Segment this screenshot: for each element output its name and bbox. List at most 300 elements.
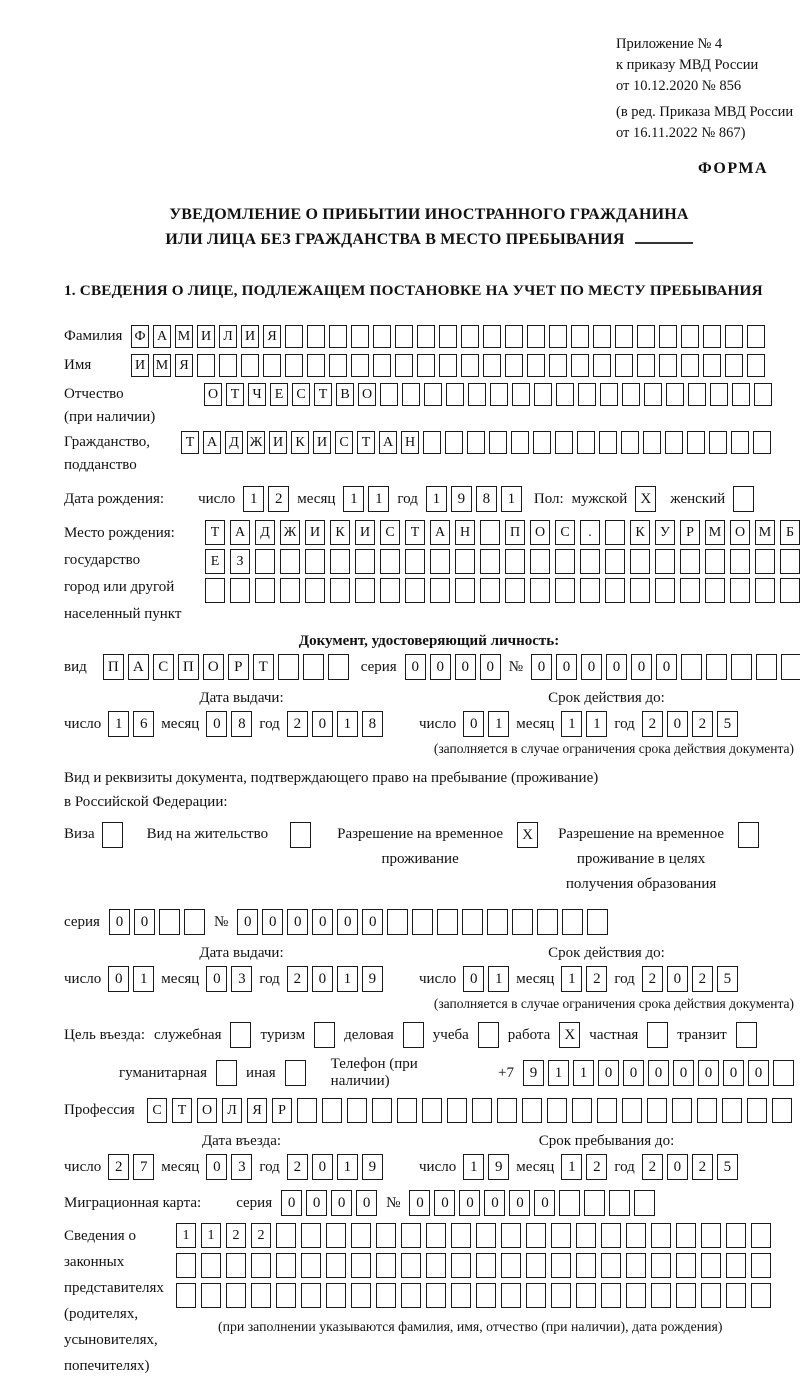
char-box	[755, 549, 775, 574]
char-box: X	[517, 822, 538, 848]
document-title	[64, 202, 794, 252]
char-box: С	[555, 520, 575, 545]
char-box: 0	[656, 654, 677, 680]
char-box: И	[131, 354, 149, 377]
char-box	[276, 1223, 296, 1248]
char-box	[697, 1098, 717, 1123]
char-box	[601, 1223, 621, 1248]
char-box	[461, 354, 479, 377]
char-box: 0	[673, 1060, 694, 1086]
residence-permit-checkbox	[290, 822, 311, 848]
char-box	[526, 1223, 546, 1248]
char-box: 0	[480, 654, 501, 680]
annex-line: от 10.12.2020 № 856	[616, 78, 742, 94]
char-box	[530, 549, 550, 574]
citizenship-boxes	[181, 431, 771, 454]
char-box: У	[655, 520, 675, 545]
char-box: 0	[455, 654, 476, 680]
day-label: число	[419, 1158, 457, 1175]
issue-date-header: Дата выдачи:	[199, 690, 284, 706]
migration-number-boxes	[409, 1190, 655, 1216]
char-box	[501, 1253, 521, 1278]
month-label: месяц	[516, 1158, 555, 1175]
char-box	[251, 1283, 271, 1308]
issue-month-boxes	[206, 711, 252, 737]
char-box	[709, 431, 727, 454]
char-box: 0	[312, 909, 333, 935]
char-box	[773, 1060, 794, 1086]
char-box	[329, 325, 347, 348]
char-box	[230, 578, 250, 603]
year-label: год	[614, 1158, 635, 1175]
char-box	[451, 1283, 471, 1308]
char-box: 2	[251, 1223, 271, 1248]
char-box	[476, 1283, 496, 1308]
purpose-item-label: служебная	[153, 1026, 222, 1043]
char-box	[301, 1283, 321, 1308]
char-box: К	[291, 431, 309, 454]
char-box: С	[335, 431, 353, 454]
char-box: 3	[231, 966, 252, 992]
vid-label: вид	[64, 658, 87, 675]
char-box	[497, 1098, 517, 1123]
char-box	[422, 1098, 442, 1123]
char-box	[676, 1223, 696, 1248]
identity-number-label: №	[508, 658, 523, 675]
char-box: 2	[692, 1154, 713, 1180]
phone-boxes	[523, 1060, 794, 1086]
char-box	[601, 1283, 621, 1308]
char-box	[736, 1022, 757, 1048]
purpose-private-checkbox	[647, 1022, 668, 1048]
char-box	[351, 1253, 371, 1278]
char-box	[578, 383, 596, 406]
char-box: А	[430, 520, 450, 545]
char-box	[705, 549, 725, 574]
purpose-item-label: иная	[246, 1064, 276, 1081]
legal-reps-boxes	[176, 1223, 771, 1336]
char-box: И	[313, 431, 331, 454]
char-box: Т	[181, 431, 199, 454]
char-box	[216, 1060, 237, 1086]
char-box: М	[175, 325, 193, 348]
passport-issue-left	[64, 689, 419, 737]
char-box	[251, 1253, 271, 1278]
char-box	[547, 1098, 567, 1123]
char-box	[455, 578, 475, 603]
char-box	[176, 1253, 196, 1278]
char-box	[556, 383, 574, 406]
char-box: 0	[356, 1190, 377, 1216]
char-box: 0	[337, 909, 358, 935]
day-label: число	[419, 970, 457, 987]
char-box	[725, 354, 743, 377]
char-box	[255, 549, 275, 574]
char-box	[725, 325, 743, 348]
char-box	[584, 1190, 605, 1216]
char-box	[395, 325, 413, 348]
char-box	[706, 654, 727, 680]
char-box: 0	[262, 909, 283, 935]
purpose-item-label: деловая	[344, 1026, 394, 1043]
char-box	[355, 578, 375, 603]
char-box: X	[559, 1022, 580, 1048]
char-box	[555, 549, 575, 574]
char-box: П	[178, 654, 199, 680]
char-box: 2	[287, 1154, 308, 1180]
char-box: 0	[534, 1190, 555, 1216]
char-box	[305, 549, 325, 574]
char-box	[781, 654, 800, 680]
gender-male-checkbox	[635, 486, 656, 512]
char-box: 0	[312, 711, 333, 737]
char-box	[461, 325, 479, 348]
field-citizenship	[64, 431, 794, 479]
char-box	[426, 1283, 446, 1308]
char-box	[665, 431, 683, 454]
char-box: 0	[648, 1060, 669, 1086]
char-box	[307, 354, 325, 377]
field-surname	[64, 325, 794, 348]
char-box: Н	[401, 431, 419, 454]
char-box	[731, 654, 752, 680]
char-box: Я	[247, 1098, 267, 1123]
legal-reps-row-3	[176, 1283, 771, 1308]
field-birthplace	[64, 520, 794, 628]
residence-series-boxes	[109, 909, 205, 935]
char-box	[426, 1253, 446, 1278]
year-label: год	[614, 970, 635, 987]
temp-residence-label: Разрешение на временное проживание	[337, 826, 504, 867]
issue-date-header: Дата выдачи:	[199, 945, 284, 961]
char-box	[751, 1223, 771, 1248]
patronymic-label: Отчество (при наличии)	[64, 386, 156, 425]
char-box	[445, 431, 463, 454]
char-box	[437, 909, 458, 935]
char-box: 0	[362, 909, 383, 935]
char-box	[263, 354, 281, 377]
identity-vid-boxes	[103, 654, 349, 680]
char-box: 0	[698, 1060, 719, 1086]
birthdate-label: Дата рождения:	[64, 490, 165, 507]
char-box: 1	[426, 486, 447, 512]
char-box	[637, 325, 655, 348]
residence-validity-month-boxes	[561, 966, 607, 992]
char-box	[276, 1283, 296, 1308]
char-box	[176, 1283, 196, 1308]
gender-female-checkbox	[733, 486, 754, 512]
char-box	[285, 325, 303, 348]
char-box	[455, 549, 475, 574]
char-box	[533, 431, 551, 454]
char-box	[659, 325, 677, 348]
residence-number-boxes	[237, 909, 608, 935]
char-box: А	[230, 520, 250, 545]
char-box	[730, 578, 750, 603]
char-box: 1	[108, 711, 129, 737]
char-box	[326, 1253, 346, 1278]
field-residence-doc-number	[64, 909, 794, 935]
char-box	[278, 654, 299, 680]
char-box	[373, 325, 391, 348]
char-box: О	[358, 383, 376, 406]
char-box	[255, 578, 275, 603]
purpose-label: Цель въезда:	[64, 1026, 145, 1043]
purpose-official-checkbox	[230, 1022, 251, 1048]
entry-year-boxes	[287, 1154, 383, 1180]
char-box: Я	[263, 325, 281, 348]
option-residence-permit: Вид на жительство	[147, 822, 311, 848]
char-box	[655, 549, 675, 574]
char-box: 5	[717, 711, 738, 737]
char-box: 0	[430, 654, 451, 680]
char-box	[626, 1223, 646, 1248]
char-box	[373, 354, 391, 377]
char-box: О	[730, 520, 750, 545]
char-box	[732, 383, 750, 406]
validity-day-boxes	[463, 711, 509, 737]
char-box	[451, 1253, 471, 1278]
issue-day-boxes	[108, 711, 154, 737]
char-box: Л	[219, 325, 237, 348]
char-box	[326, 1283, 346, 1308]
char-box	[423, 431, 441, 454]
birthplace-boxes	[205, 520, 800, 603]
residence-doc-text-1: Вид и реквизиты документа, подтверждающего право на пребывание (проживание)	[64, 770, 599, 786]
field-identity-doc	[64, 654, 794, 680]
month-label: месяц	[161, 715, 200, 732]
char-box	[351, 354, 369, 377]
char-box	[600, 383, 618, 406]
char-box	[703, 325, 721, 348]
birthdate-day-boxes	[243, 486, 289, 512]
char-box	[615, 354, 633, 377]
char-box	[328, 654, 349, 680]
char-box: 8	[362, 711, 383, 737]
passport-dates	[64, 689, 794, 737]
char-box: Р	[228, 654, 249, 680]
char-box	[666, 383, 684, 406]
char-box	[681, 325, 699, 348]
char-box: Я	[175, 354, 193, 377]
char-box	[593, 354, 611, 377]
char-box: 9	[451, 486, 472, 512]
char-box: К	[330, 520, 350, 545]
char-box: 1	[561, 966, 582, 992]
char-box: Д	[225, 431, 243, 454]
option-visa: Виза	[64, 822, 123, 848]
char-box: 2	[692, 966, 713, 992]
char-box	[301, 1253, 321, 1278]
char-box	[401, 1283, 421, 1308]
char-box	[401, 1223, 421, 1248]
char-box	[490, 383, 508, 406]
char-box	[476, 1253, 496, 1278]
char-box	[472, 1098, 492, 1123]
purpose-humanitarian-checkbox	[216, 1060, 237, 1086]
char-box	[615, 325, 633, 348]
char-box: 1	[488, 711, 509, 737]
char-box: X	[635, 486, 656, 512]
purpose-study-checkbox	[478, 1022, 499, 1048]
char-box: 1	[343, 486, 364, 512]
char-box	[201, 1283, 221, 1308]
char-box: И	[305, 520, 325, 545]
char-box: 0	[237, 909, 258, 935]
char-box	[626, 1283, 646, 1308]
char-box	[355, 549, 375, 574]
char-box	[526, 1253, 546, 1278]
char-box: 0	[667, 711, 688, 737]
char-box	[527, 354, 545, 377]
residence-doc-text-2: в Российской Федерации:	[64, 794, 228, 810]
option-temp-residence	[337, 822, 538, 872]
char-box	[527, 325, 545, 348]
char-box	[731, 431, 749, 454]
char-box	[412, 909, 433, 935]
month-label: месяц	[516, 970, 555, 987]
char-box: 2	[642, 711, 663, 737]
char-box: М	[153, 354, 171, 377]
char-box: 0	[631, 654, 652, 680]
char-box	[487, 909, 508, 935]
char-box	[401, 1253, 421, 1278]
char-box: 0	[667, 1154, 688, 1180]
char-box	[276, 1253, 296, 1278]
patronymic-boxes	[204, 383, 772, 406]
char-box	[380, 383, 398, 406]
char-box: Б	[780, 520, 800, 545]
char-box: П	[505, 520, 525, 545]
char-box	[489, 431, 507, 454]
migration-number-label: №	[386, 1194, 401, 1211]
field-firstname	[64, 354, 794, 377]
day-label: число	[64, 1158, 102, 1175]
char-box	[201, 1253, 221, 1278]
char-box	[468, 383, 486, 406]
char-box	[772, 1098, 792, 1123]
residence-options	[64, 822, 794, 897]
residence-issue-day-boxes	[108, 966, 154, 992]
char-box: Т	[405, 520, 425, 545]
char-box	[380, 578, 400, 603]
char-box	[701, 1253, 721, 1278]
stay-month-boxes	[561, 1154, 607, 1180]
char-box	[780, 549, 800, 574]
title-line-1: УВЕДОМЛЕНИЕ О ПРИБЫТИИ ИНОСТРАННОГО ГРАЖДАНИНА	[169, 206, 689, 223]
char-box	[609, 1190, 630, 1216]
char-box	[526, 1283, 546, 1308]
char-box	[372, 1098, 392, 1123]
char-box: 0	[108, 966, 129, 992]
char-box: 2	[226, 1223, 246, 1248]
char-box: 0	[531, 654, 552, 680]
purpose-transit-checkbox	[736, 1022, 757, 1048]
char-box	[747, 325, 765, 348]
char-box	[285, 1060, 306, 1086]
char-box	[501, 1283, 521, 1308]
char-box	[439, 354, 457, 377]
char-box: И	[197, 325, 215, 348]
char-box: 0	[206, 1154, 227, 1180]
day-label: число	[419, 715, 457, 732]
purpose-item-label: транзит	[677, 1026, 727, 1043]
char-box	[326, 1223, 346, 1248]
char-box: 0	[598, 1060, 619, 1086]
char-box: Р	[272, 1098, 292, 1123]
char-box	[780, 578, 800, 603]
char-box	[605, 520, 625, 545]
char-box	[580, 549, 600, 574]
char-box: 0	[606, 654, 627, 680]
char-box	[478, 1022, 499, 1048]
char-box: 0	[556, 654, 577, 680]
char-box	[307, 325, 325, 348]
char-box: И	[355, 520, 375, 545]
char-box: 1	[463, 1154, 484, 1180]
day-label: число	[64, 715, 102, 732]
char-box	[676, 1253, 696, 1278]
char-box	[705, 578, 725, 603]
birthplace-row-2	[205, 549, 800, 574]
entry-date-left	[64, 1132, 419, 1180]
char-box	[467, 431, 485, 454]
char-box	[701, 1283, 721, 1308]
purpose-business-checkbox	[403, 1022, 424, 1048]
char-box	[301, 1223, 321, 1248]
char-box	[651, 1253, 671, 1278]
char-box	[576, 1283, 596, 1308]
char-box	[439, 325, 457, 348]
char-box	[630, 549, 650, 574]
char-box: С	[153, 654, 174, 680]
char-box	[280, 578, 300, 603]
legal-reps-note: (при заполнении указываются фамилия, имя, отчество (при наличии), дата рождения)	[218, 1319, 723, 1334]
char-box	[549, 325, 567, 348]
char-box: С	[292, 383, 310, 406]
field-patronymic	[64, 383, 794, 431]
profession-label: Профессия	[64, 1102, 135, 1118]
passport-validity-right	[419, 689, 794, 737]
surname-boxes	[131, 325, 765, 348]
char-box: 1	[573, 1060, 594, 1086]
month-label: месяц	[161, 1158, 200, 1175]
residence-issue-year-boxes	[287, 966, 383, 992]
char-box	[424, 383, 442, 406]
char-box	[726, 1253, 746, 1278]
year-label: год	[259, 715, 280, 732]
char-box: 0	[623, 1060, 644, 1086]
char-box	[651, 1283, 671, 1308]
char-box	[726, 1223, 746, 1248]
char-box: О	[197, 1098, 217, 1123]
char-box: 2	[287, 966, 308, 992]
char-box	[285, 354, 303, 377]
char-box	[446, 383, 464, 406]
char-box: Т	[226, 383, 244, 406]
gender-female-label: женский	[670, 490, 726, 507]
char-box	[322, 1098, 342, 1123]
legal-reps-row-1	[176, 1223, 771, 1248]
char-box	[534, 383, 552, 406]
char-box	[651, 1223, 671, 1248]
char-box	[593, 325, 611, 348]
char-box	[537, 909, 558, 935]
char-box: А	[128, 654, 149, 680]
char-box	[647, 1022, 668, 1048]
stay-year-boxes	[642, 1154, 738, 1180]
validity-year-boxes	[642, 711, 738, 737]
